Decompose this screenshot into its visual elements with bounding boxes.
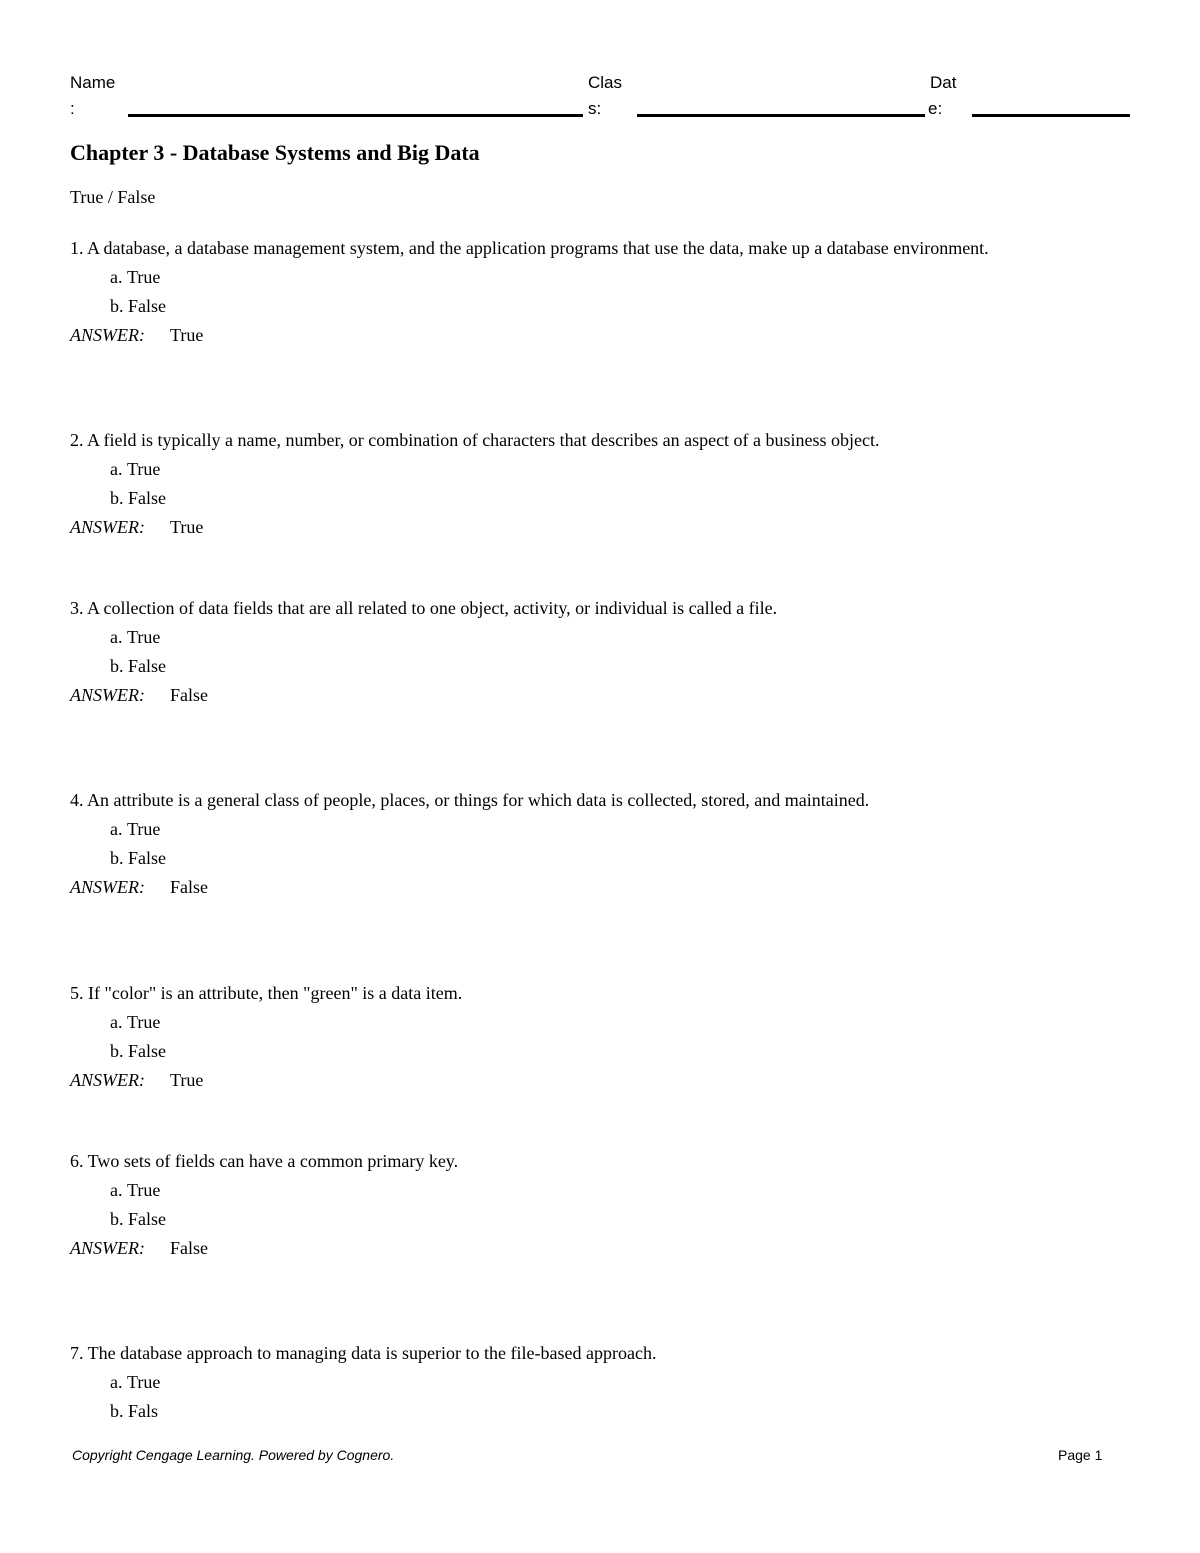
question-stem: 3. A collection of data fields that are all related to one object, activity, or individual is called a file. <box>70 598 778 618</box>
question-2 <box>70 427 1130 540</box>
answer-label: ANSWER: <box>70 877 145 897</box>
answer-label: ANSWER: <box>70 685 145 705</box>
answer-label: ANSWER: <box>70 517 145 537</box>
name-field[interactable] <box>128 114 583 117</box>
question-stem: 1. A database, a database management system, and the application programs that use the data, make up a database environment. <box>70 238 989 258</box>
option-b[interactable]: b. False <box>110 488 166 508</box>
answer-line <box>70 1067 1130 1093</box>
answer-value: False <box>170 1238 208 1258</box>
question-stem: 7. The database approach to managing data is superior to the file-based approach. <box>70 1343 657 1363</box>
question-3 <box>70 595 1130 708</box>
copyright-notice: Copyright Cengage Learning. Powered by Cognero. <box>72 1447 395 1463</box>
answer-line <box>70 1235 1130 1261</box>
question-4 <box>70 787 1130 900</box>
question-stem: 4. An attribute is a general class of people, places, or things for which data is collected, stored, and maintained. <box>70 790 870 810</box>
option-b[interactable]: b. False <box>110 296 166 316</box>
option-b[interactable]: b. Fals <box>110 1401 159 1421</box>
question-stem: 6. Two sets of fields can have a common primary key. <box>70 1151 459 1171</box>
answer-line <box>70 874 1130 900</box>
question-stem: 2. A field is typically a name, number, or combination of characters that describes an aspect of a business object. <box>70 430 880 450</box>
question-1 <box>70 235 1130 348</box>
page-number: Page 1 <box>1058 1447 1103 1463</box>
answer-line <box>70 322 1130 348</box>
class-label: Clas <box>588 73 623 92</box>
section-heading: True / False <box>70 187 156 207</box>
answer-value: False <box>170 685 208 705</box>
name-label: Name <box>70 73 116 92</box>
class-field[interactable] <box>637 114 925 117</box>
question-7 <box>70 1340 1130 1424</box>
option-b[interactable]: b. False <box>110 1041 166 1061</box>
option-a[interactable]: a. True <box>110 1372 161 1392</box>
option-b[interactable]: b. False <box>110 1209 166 1229</box>
option-a[interactable]: a. True <box>110 627 161 647</box>
question-6 <box>70 1148 1130 1261</box>
answer-label: ANSWER: <box>70 1070 145 1090</box>
name-label-colon: : <box>70 99 75 118</box>
answer-value: False <box>170 877 208 897</box>
answer-value: True <box>170 517 204 537</box>
option-a[interactable]: a. True <box>110 267 161 287</box>
date-label-colon: e: <box>928 99 943 118</box>
option-b[interactable]: b. False <box>110 848 166 868</box>
option-a[interactable]: a. True <box>110 1012 161 1032</box>
question-5 <box>70 980 1130 1093</box>
option-a[interactable]: a. True <box>110 1180 161 1200</box>
answer-line <box>70 514 1130 540</box>
option-a[interactable]: a. True <box>110 819 161 839</box>
class-label-colon: s: <box>588 99 602 118</box>
question-stem: 5. If "color" is an attribute, then "green" is a data item. <box>70 983 463 1003</box>
answer-line <box>70 682 1130 708</box>
answer-value: True <box>170 1070 204 1090</box>
page-title: Chapter 3 - Database Systems and Big Data <box>70 140 480 165</box>
date-label: Dat <box>930 73 957 92</box>
answer-value: True <box>170 325 204 345</box>
answer-label: ANSWER: <box>70 1238 145 1258</box>
date-field[interactable] <box>972 114 1130 117</box>
option-b[interactable]: b. False <box>110 656 166 676</box>
option-a[interactable]: a. True <box>110 459 161 479</box>
answer-label: ANSWER: <box>70 325 145 345</box>
